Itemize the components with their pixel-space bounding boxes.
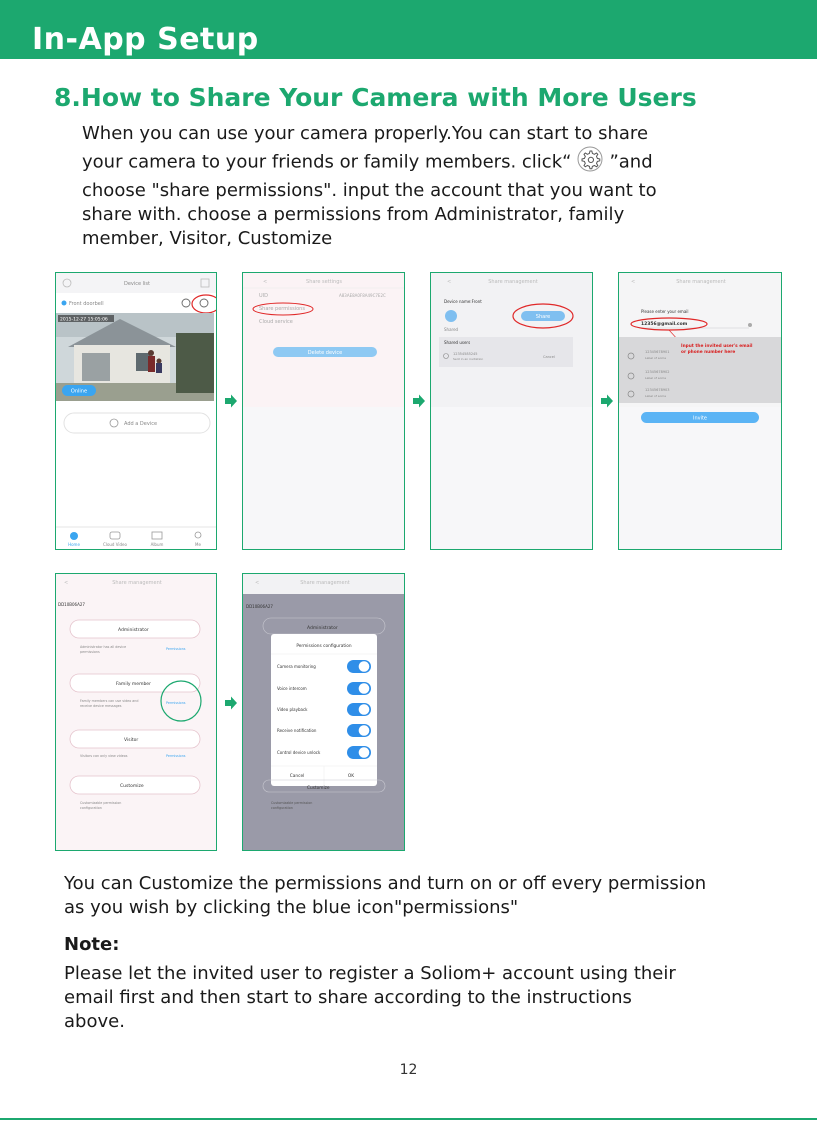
s4-user: 12345678901 (645, 350, 670, 354)
note-line: above. (64, 1011, 125, 1032)
s1-timestamp: 2015-12-27 15:05:06 (60, 317, 108, 323)
s4-email: 12356@gmail.com (641, 322, 688, 327)
s6-perm: Control device unlock (277, 750, 321, 755)
s4-user-sub: Label of some (645, 394, 667, 398)
s1-add-device: Add a Device (124, 421, 158, 427)
s5-role: Family member (116, 682, 151, 687)
intro-line: When you can use your camera properly.You can start to share (82, 123, 649, 144)
intro-line: choose "share permissions". input the account that you want to (82, 180, 657, 201)
s6-bg-role: Customize (307, 786, 330, 791)
s2-title: Share settings (306, 279, 342, 285)
s1-device-name: Front doorbell (69, 301, 104, 307)
s4-user: 12345678902 (645, 370, 670, 374)
screenshot-invite-user (618, 272, 782, 550)
customize-line: as you wish by clicking the blue icon"permissions" (64, 897, 519, 918)
header-title: In-App Setup (32, 22, 259, 57)
s4-prompt: Please enter your email (641, 309, 689, 314)
s4-user-sub: Label of some (645, 376, 667, 380)
s1-status: Online (70, 388, 88, 395)
s6-perm: Receive notification (277, 728, 317, 733)
s3-owner-label: Shared (444, 327, 459, 332)
next-step-arrow-icon (224, 696, 238, 710)
s5-role-desc: configuration (80, 806, 102, 810)
s5-role-desc: Visitors can only view videos (80, 754, 128, 758)
s4-user: 12345678903 (645, 388, 670, 392)
svg-text:<: < (631, 279, 636, 285)
intro-line-part: ”and (609, 151, 653, 173)
s6-uid: DD10B06A27 (246, 604, 273, 609)
s5-role-desc: Family members can use video and (80, 699, 139, 703)
s5-role: Visitor (124, 738, 139, 743)
s5-title: Share management (112, 580, 162, 586)
s6-cancel: Cancel (289, 774, 305, 779)
s5-role-desc: Administrator has all device (80, 645, 127, 649)
s3-shared-users-label: Shared users (444, 340, 471, 345)
screenshot-permissions-dialog (242, 573, 405, 851)
next-step-arrow-icon (224, 394, 238, 408)
s5-role-link: Permissions (166, 701, 186, 705)
s5-uid: DD10B06A27 (58, 602, 85, 607)
note-body (64, 962, 676, 1034)
intro-paragraph (82, 122, 772, 251)
next-step-arrow-icon (600, 394, 614, 408)
s4-annotation: or phone number here (681, 350, 736, 355)
s6-perm: Voice intercom (277, 686, 307, 691)
header-bar (0, 0, 817, 59)
s4-annotation: Input the invited user's email (681, 344, 753, 349)
s5-role-desc: permissions (80, 650, 100, 654)
s3-title: Share management (488, 279, 538, 285)
s6-bg-desc: configuration (271, 806, 293, 810)
s6-title: Share management (300, 580, 350, 586)
customize-line: You can Customize the permissions and turn on or off every permission (64, 873, 707, 894)
note-line: Please let the invited user to register a Soliom+ account using their (64, 963, 676, 984)
next-step-arrow-icon (412, 394, 426, 408)
s2-uid-value: A83AE8A0F8A49C7E2C (339, 293, 386, 298)
section-title: 8.How to Share Your Camera with More Users (54, 83, 697, 112)
screenshot-device-list (55, 272, 217, 550)
s5-role-link: Permissions (166, 647, 186, 651)
intro-line: member, Visitor, Customize (82, 228, 333, 249)
s3-user-id: 12354585245 (453, 352, 478, 356)
s6-perm: Video playback (277, 707, 308, 712)
s2-row: Cloud service (259, 319, 293, 325)
s5-role-link: Permissions (166, 754, 186, 758)
s3-device-label: Device name:Front (444, 299, 482, 304)
s1-title: Device list (123, 281, 151, 287)
s2-row: Share permissions (259, 306, 305, 312)
svg-text:<: < (255, 580, 260, 586)
screenshot-share-management (430, 272, 593, 550)
svg-text:<: < (263, 279, 268, 285)
intro-line (82, 146, 772, 179)
svg-text:<: < (447, 279, 452, 285)
footer-line (0, 1118, 817, 1120)
s3-share-button: Share (535, 314, 551, 320)
note-heading: Note: (64, 934, 120, 955)
s4-user-sub: Label of some (645, 356, 667, 360)
s3-user-sub: Sent in an invitation (453, 357, 484, 361)
s1-tab: Album (150, 542, 164, 547)
s4-title: Share management (676, 279, 726, 285)
s3-action: Cancel (543, 355, 555, 359)
s2-button: Delete device (307, 350, 343, 356)
s6-perm: Camera monitoring (277, 664, 316, 669)
intro-line: share with. choose a permissions from Administrator, family (82, 204, 625, 225)
gear-icon (577, 146, 603, 179)
s2-row: UID (259, 293, 268, 299)
s6-bg-role: Administrator (307, 626, 338, 631)
s5-role-desc: receive device messages (80, 704, 122, 708)
s1-tab: Cloud Video (103, 542, 127, 547)
s5-role: Administrator (118, 628, 149, 633)
screenshot-share-settings (242, 272, 405, 550)
s6-bg-desc: Customizable permission (271, 801, 313, 805)
s4-button: Invite (692, 415, 708, 422)
s6-dialog-title: Permissions configuration (296, 644, 352, 649)
svg-text:<: < (64, 580, 69, 586)
note-line: email first and then start to share according to the instructions (64, 987, 632, 1008)
s1-tab: Home (68, 542, 80, 547)
s5-role-desc: Customizable permission (80, 801, 122, 805)
s1-tab: Me (195, 542, 201, 547)
intro-line-part: your camera to your friends or family members. click“ (82, 151, 572, 173)
page-number: 12 (399, 1062, 418, 1078)
customize-paragraph (64, 872, 706, 920)
screenshot-permission-roles (55, 573, 217, 851)
s5-role: Customize (120, 784, 144, 789)
s6-ok: OK (347, 774, 355, 779)
